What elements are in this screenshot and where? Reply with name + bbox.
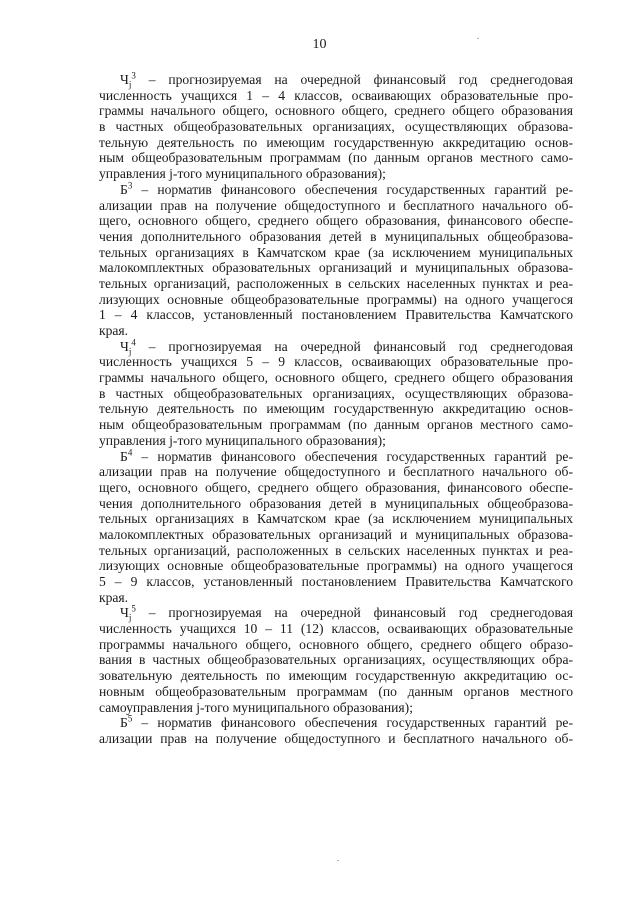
scan-speck [337, 860, 339, 861]
line-text: чения дополнительного образования детей в муниципальных общеобразова- [99, 495, 573, 511]
text-line [99, 446, 573, 465]
text-line [99, 652, 573, 668]
line-text: лизующих основные общеобразовательные программы) на одного учащегося [99, 291, 573, 307]
text-line [99, 307, 573, 323]
text-line [99, 480, 573, 496]
text-line [99, 119, 573, 135]
formula-superscript: 5 [127, 713, 133, 724]
line-text: ным общеобразовательным программам (по данным органов местного само- [99, 150, 573, 166]
line-text: ализации прав на получение общедоступного и бесплатного начального об- [99, 197, 573, 213]
line-text: управления j-того муниципального образования); [99, 166, 386, 182]
scan-speck [477, 38, 479, 39]
text-line [99, 543, 573, 559]
line-text: лизующих основные общеобразовательные программы) на одного учащегося [99, 558, 573, 574]
line-text: ным общеобразовательным программам (по данным органов местного само- [99, 417, 573, 433]
line-text: в частных общеобразовательных организациях, осуществляющих образова- [99, 385, 573, 401]
formula-symbol: Ч [120, 338, 129, 354]
line-text: тельных организаций, расположенных в сельских населенных пунктах и реа- [99, 275, 573, 291]
text-line [99, 731, 573, 747]
line-text: чения дополнительного образования детей в муниципальных общеобразова- [99, 228, 573, 244]
text-line [99, 103, 573, 119]
text-line [99, 558, 573, 574]
text-line [99, 292, 573, 308]
line-text: новным общеобразовательным программам (по данным органов местного [99, 683, 573, 699]
text-line [99, 637, 573, 653]
text-line [99, 182, 573, 198]
line-text: – норматив финансового обеспечения государственных гарантий ре- [132, 448, 573, 464]
line-text: программы начального общего, основного общего, среднего общего образо- [99, 636, 573, 652]
text-line [99, 401, 573, 417]
text-line [99, 590, 573, 606]
line-text: численность учащихся 1 – 4 классов, осваивающих образовательные про- [99, 87, 573, 103]
text-line [99, 668, 573, 684]
line-text: численность учащихся 5 – 9 классов, осваивающих образовательные про- [99, 354, 573, 370]
text-line [99, 574, 573, 590]
line-text: – норматив финансового обеспечения государственных гарантий ре- [132, 181, 573, 197]
formula-superscript: 3 [131, 70, 136, 81]
text-line [99, 229, 573, 245]
line-text: зовательную деятельность по имеющим государственную аккредитацию ос- [99, 668, 573, 684]
line-text: малокомплектных образовательных организаций и муниципальных образова- [99, 260, 573, 276]
text-line [99, 603, 573, 624]
line-text: ализации прав на получение общедоступного и бесплатного начального об- [99, 464, 573, 480]
line-text: граммы начального общего, основного общего, среднего общего образования [99, 370, 573, 386]
line-text: щего, основного общего, среднего общего образования, финансового обеспе- [99, 479, 573, 495]
text-line [99, 527, 573, 543]
text-line [99, 433, 573, 449]
text-line [99, 700, 573, 716]
text-line [99, 260, 573, 276]
text-line [99, 213, 573, 229]
page-number: 10 [312, 37, 327, 52]
line-text: тельных организациях в Камчатском крае (за исключением муниципальных [99, 244, 573, 260]
line-text: ализации прав на получение общедоступного и бесплатного начального об- [99, 730, 573, 746]
line-text: края. [99, 589, 129, 605]
text-line [99, 621, 573, 637]
line-text: 1 – 4 классов, установленный постановлением Правительства Камчатского [99, 307, 573, 323]
formula-symbol: Б [120, 181, 128, 197]
text-line [99, 464, 573, 480]
line-text: – норматив финансового обеспечения государственных гарантий ре- [132, 715, 573, 731]
line-text: малокомплектных образовательных организаций и муниципальных образова- [99, 526, 573, 542]
line-text: края. [99, 323, 129, 338]
formula-symbol: Б [120, 448, 128, 464]
text-line [99, 88, 573, 104]
text-line [99, 198, 573, 214]
text-line [99, 370, 573, 386]
line-text: тельную деятельность по имеющим государственную аккредитацию основ- [99, 134, 573, 150]
line-text: тельную деятельность по имеющим государственную аккредитацию основ- [99, 401, 573, 417]
line-text: вания в частных общеобразовательных организациях, осуществляющих обра- [99, 652, 573, 668]
line-text: тельных организаций, расположенных в сельских населенных пунктах и реа- [99, 542, 573, 558]
text-line [99, 276, 573, 292]
text-line [99, 386, 573, 402]
text-line [99, 166, 573, 182]
text-line [99, 715, 573, 731]
line-text: – прогнозируемая на очередной финансовый год среднегодовая [135, 72, 573, 87]
line-text: в частных общеобразовательных организациях, осуществляющих образова- [99, 119, 573, 135]
body-text [99, 72, 573, 747]
formula-superscript: 4 [127, 446, 133, 457]
formula-superscript: 3 [127, 180, 133, 191]
text-line [99, 354, 573, 370]
text-line [99, 496, 573, 512]
text-line [99, 417, 573, 433]
formula-superscript: 5 [131, 603, 136, 614]
line-text: численность учащихся 10 – 11 (12) классов, осваивающих образовательные [99, 621, 573, 637]
formula-subscript: j [128, 346, 132, 357]
text-line [99, 323, 573, 339]
text-line [99, 150, 573, 166]
text-line [99, 135, 573, 151]
line-text: управления j-того муниципального образования); [99, 432, 386, 448]
line-text: – прогнозируемая на очередной финансовый год среднегодовая [135, 605, 573, 621]
text-line [99, 245, 573, 261]
text-line [99, 339, 573, 355]
text-line [99, 72, 573, 88]
formula-subscript: j [128, 613, 132, 624]
formula-subscript: j [128, 79, 132, 90]
line-text: самоуправления j-того муниципального образования); [99, 699, 413, 715]
line-text: граммы начального общего, основного общего, среднего общего образования [99, 103, 573, 119]
line-text: 5 – 9 классов, установленный постановлением Правительства Камчатского [99, 574, 573, 589]
line-text: тельных организациях в Камчатском крае (за исключением муниципальных [99, 511, 573, 527]
formula-symbol: Ч [120, 72, 129, 87]
line-text: щего, основного общего, среднего общего образования, финансового обеспе- [99, 213, 573, 229]
formula-superscript: 4 [131, 337, 136, 348]
text-line [99, 684, 573, 700]
formula-symbol: Б [120, 715, 128, 731]
line-text: – прогнозируемая на очередной финансовый год среднегодовая [135, 338, 573, 354]
text-line [99, 511, 573, 527]
formula-symbol: Ч [120, 605, 129, 621]
